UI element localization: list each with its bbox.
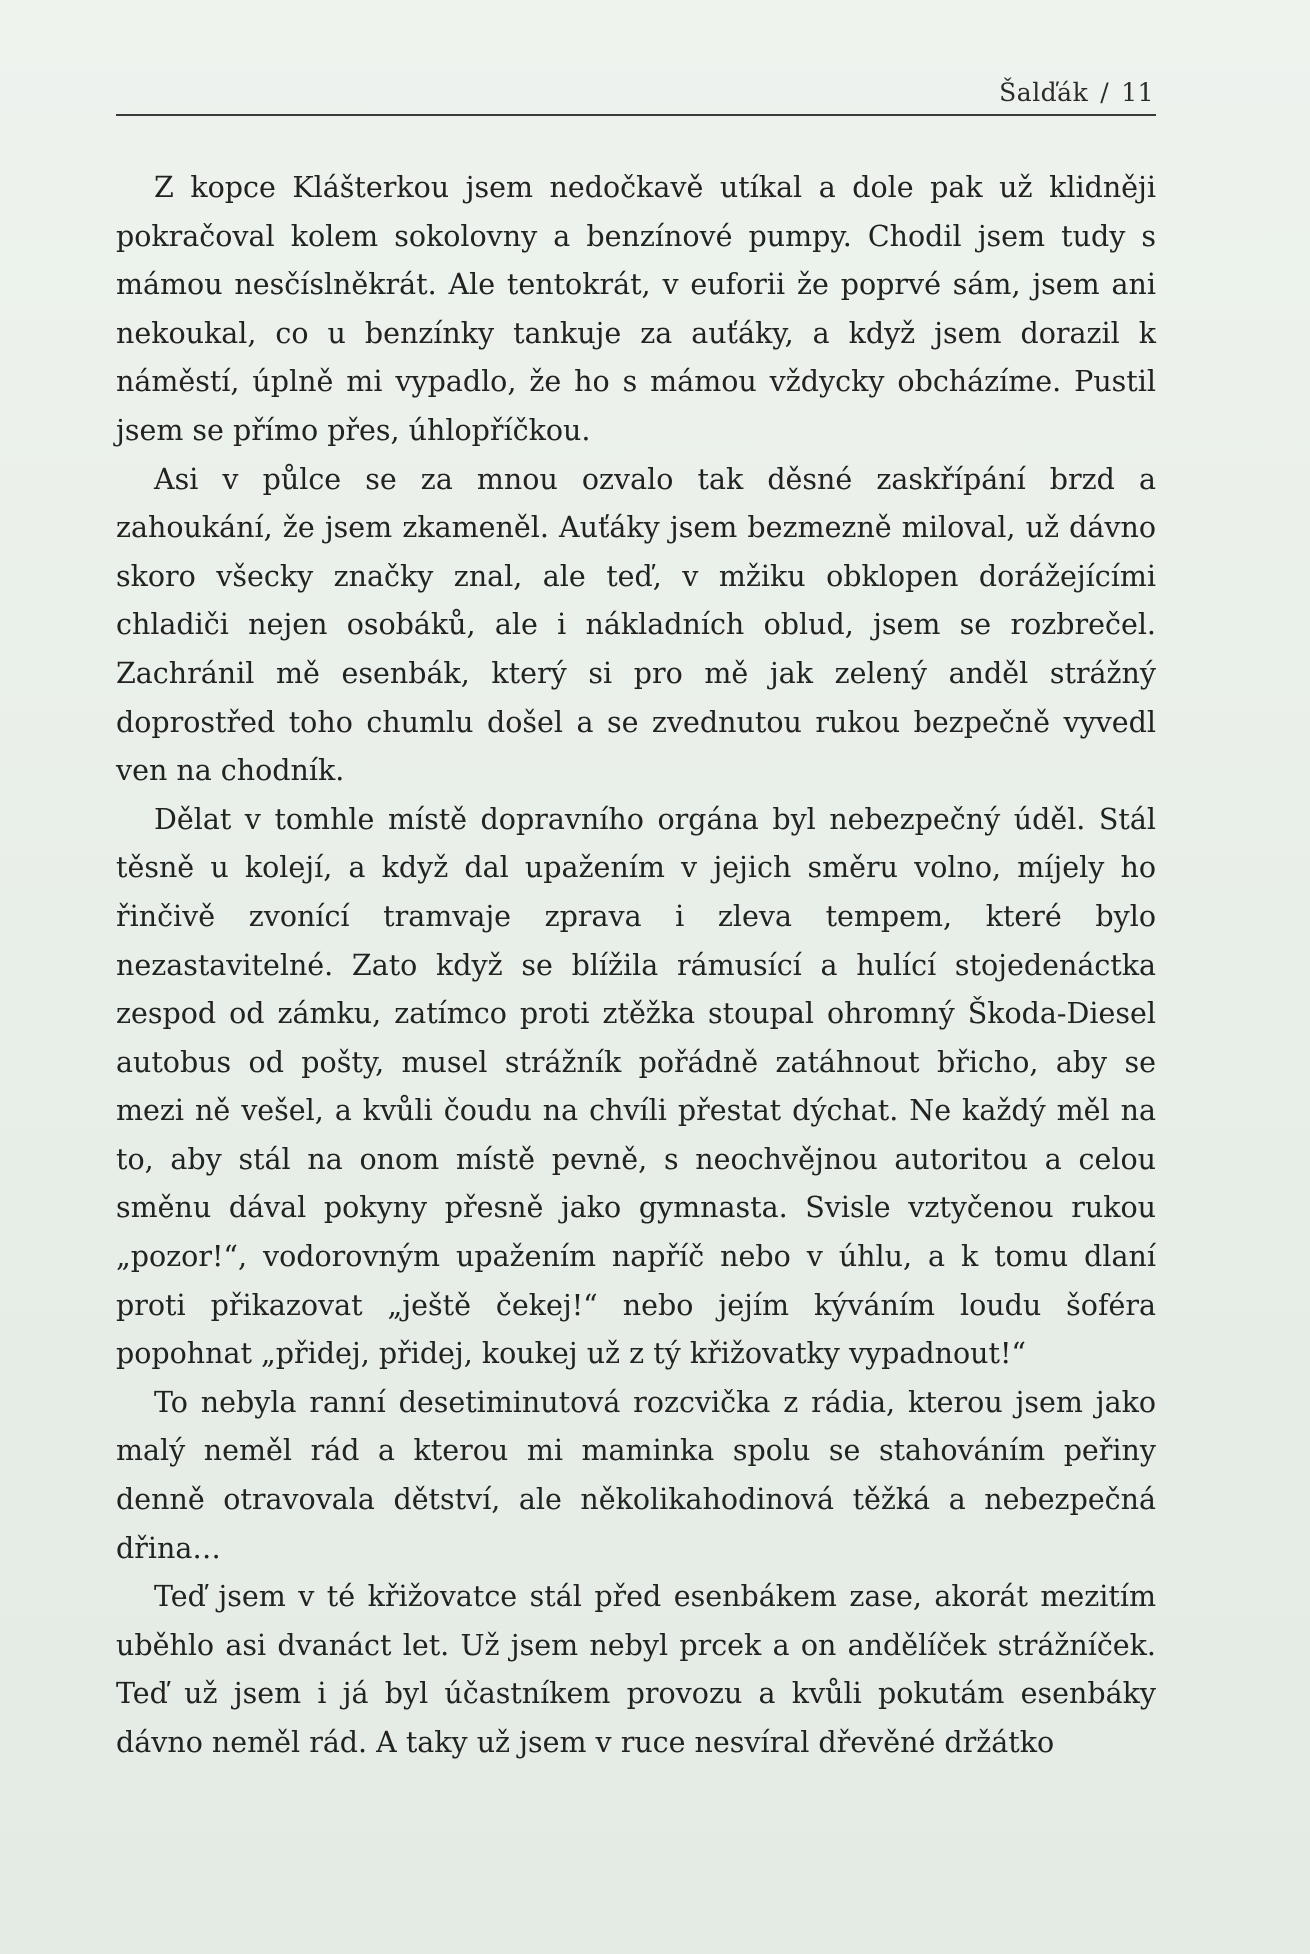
- paragraph: Teď jsem v té křižovatce stál před esenbákem zase, akorát mezitím uběhlo asi dvanáct let. Už jsem nebyl prcek a on andělíček strážníček. Teď už jsem i já byl účastníkem provozu a kvůli pokutám esenbáky dávno neměl rád. A taky už jsem v ruce nesvíral dřevěné držátko: [116, 1580, 1156, 1759]
- paragraph: Dělat v tomhle místě dopravního orgána byl nebezpečný úděl. Stál těsně u kolejí, a když dal upažením v jejich směru volno, míjely ho řinčivě zvonící tramvaje zprava i zleva tempem, které bylo nezastavitelné. Zato když se blížila rámusící a hulící stojedenáctka zespod od zámku, zatímco proti ztěžka stoupal ohromný Škoda-Diesel autobus od pošty, musel strážník pořádně zatáhnout břicho, aby se mezi ně vešel, a kvůli čoudu na chvíli přestat dýchat. Ne každý měl na to, aby stál na onom místě pevně, s neochvějnou autoritou a celou směnu dával pokyny přesně jako gymnasta. Svisle vztyčenou rukou „pozor!“, vodorovným upažením napříč nebo v úhlu, a k tomu dlaní proti přikazovat „ještě čekej!“ nebo jejím kýváním loudu šoféra popohnat „přidej, přidej, koukej už z tý křižovatky vypadnout!“: [116, 802, 1156, 1371]
- header-separator: /: [1100, 78, 1110, 107]
- body-text: [116, 164, 1156, 1768]
- paragraph: Z kopce Klášterkou jsem nedočkavě utíkal a dole pak už klidněji pokračoval kolem sokolovny a benzínové pumpy. Chodil jsem tudy s mámou nesčíslněkrát. Ale tentokrát, v euforii že poprvé sám, jsem ani nekoukal, co u benzínky tankuje za auťáky, a když jsem dorazil k náměstí, úplně mi vypadlo, že ho s mámou vždycky obcházíme. Pustil jsem se přímo přes, úhlopříčkou.: [116, 171, 1156, 447]
- page-header: [116, 74, 1156, 116]
- chapter-title: Šalďák: [999, 78, 1089, 107]
- page-number: 11: [1121, 78, 1154, 107]
- paragraph: To nebyla ranní desetiminutová rozcvička z rádia, kterou jsem jako malý neměl rád a kterou mi maminka spolu se stahováním peřiny denně otravovala dětství, ale několikahodinová těžká a nebezpečná dřina…: [116, 1385, 1156, 1565]
- paragraph: Asi v půlce se za mnou ozvalo tak děsné zaskřípání brzd a zahoukání, že jsem zkameněl. Auťáky jsem bezmezně miloval, už dávno skoro všecky značky znal, ale teď, v mžiku obklopen dorážejícími chladiči nejen osobáků, ale i nákladních oblud, jsem se rozbrečel. Zachránil mě esenbák, který si pro mě jak zelený anděl strážný doprostřed toho chumlu došel a se zvednutou rukou bezpečně vyvedl ven na chodník.: [116, 462, 1156, 788]
- running-head: [999, 78, 1154, 107]
